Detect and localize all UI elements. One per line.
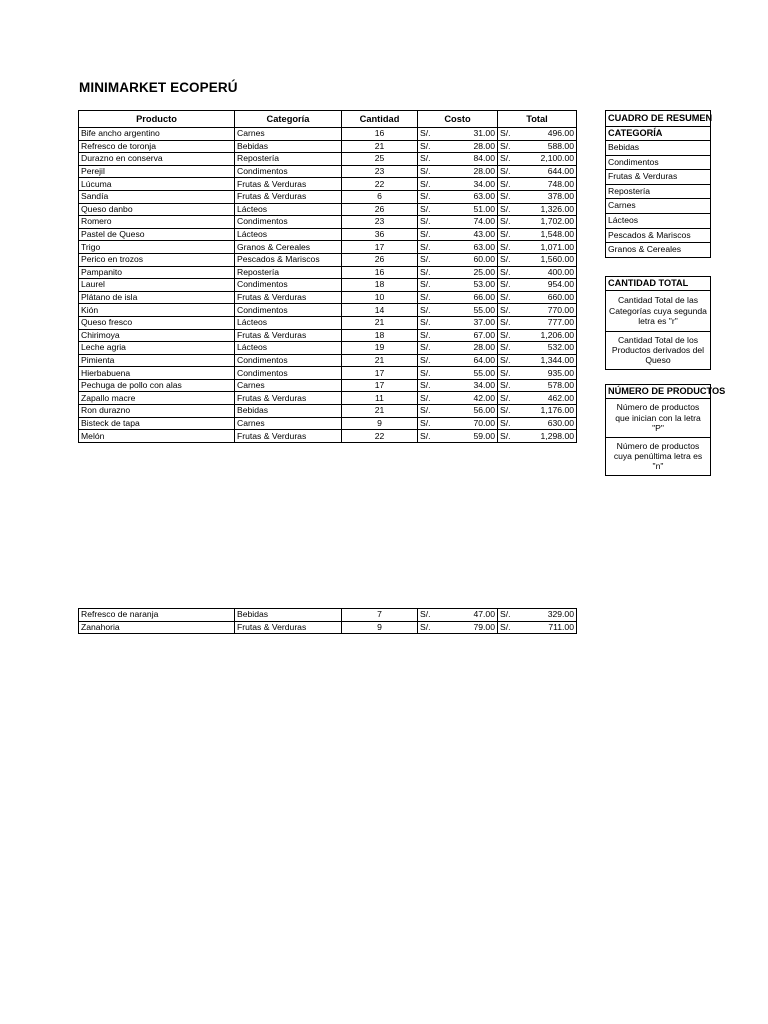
cell-costo-currency: S/. <box>418 621 437 634</box>
table-row <box>79 417 577 430</box>
table-row <box>79 140 577 153</box>
cell-costo: 34.00 <box>437 379 498 392</box>
cell-producto: Durazno en conserva <box>79 153 235 166</box>
cell-producto: Chirimoya <box>79 329 235 342</box>
cell-categoria: Carnes <box>235 128 342 141</box>
cell-total-currency: S/. <box>498 354 517 367</box>
cell-producto: Bisteck de tapa <box>79 417 235 430</box>
cell-categoria: Bebidas <box>235 140 342 153</box>
cell-total: 748.00 <box>517 178 577 191</box>
table-row <box>79 178 577 191</box>
cell-cantidad: 18 <box>342 329 418 342</box>
cell-costo-currency: S/. <box>418 153 437 166</box>
cell-cantidad: 14 <box>342 304 418 317</box>
cell-cantidad: 26 <box>342 253 418 266</box>
cell-total: 660.00 <box>517 291 577 304</box>
cell-costo-currency: S/. <box>418 128 437 141</box>
cell-categoria: Carnes <box>235 379 342 392</box>
table-row <box>79 253 577 266</box>
products-table <box>78 110 577 443</box>
cell-costo: 74.00 <box>437 216 498 229</box>
cell-cantidad: 7 <box>342 609 418 622</box>
cell-total: 1,071.00 <box>517 241 577 254</box>
cell-costo-currency: S/. <box>418 304 437 317</box>
cell-total: 1,560.00 <box>517 253 577 266</box>
cell-producto: Pastel de Queso <box>79 228 235 241</box>
cell-costo-currency: S/. <box>418 228 437 241</box>
category-item: Pescados & Mariscos <box>606 229 710 244</box>
cell-costo: 63.00 <box>437 190 498 203</box>
cell-total: 1,326.00 <box>517 203 577 216</box>
table-row <box>79 430 577 443</box>
cell-cantidad: 22 <box>342 430 418 443</box>
cell-total-currency: S/. <box>498 430 517 443</box>
cell-cantidad: 18 <box>342 279 418 292</box>
category-item: Granos & Cereales <box>608 244 682 255</box>
cell-total-currency: S/. <box>498 316 517 329</box>
cell-categoria: Repostería <box>235 153 342 166</box>
cell-categoria: Granos & Cereales <box>235 241 342 254</box>
cell-costo-currency: S/. <box>418 329 437 342</box>
cell-total: 777.00 <box>517 316 577 329</box>
cell-total-currency: S/. <box>498 291 517 304</box>
cell-costo: 53.00 <box>437 279 498 292</box>
cell-total-currency: S/. <box>498 190 517 203</box>
cell-producto: Zanahoria <box>79 621 235 634</box>
cell-total: 378.00 <box>517 190 577 203</box>
cantidad-item-queso: Cantidad Total de los Productos derivados del Queso <box>605 332 711 370</box>
table-row <box>79 392 577 405</box>
cell-cantidad: 17 <box>342 379 418 392</box>
cell-categoria: Condimentos <box>235 216 342 229</box>
cell-total: 532.00 <box>517 342 577 355</box>
cell-total-currency: S/. <box>498 342 517 355</box>
table-row <box>79 165 577 178</box>
cell-categoria: Condimentos <box>235 165 342 178</box>
cell-categoria: Repostería <box>235 266 342 279</box>
table-row <box>79 216 577 229</box>
cell-costo: 55.00 <box>437 367 498 380</box>
cell-categoria: Lácteos <box>235 316 342 329</box>
cell-producto: Queso fresco <box>79 316 235 329</box>
cell-total-currency: S/. <box>498 304 517 317</box>
table-row <box>79 279 577 292</box>
cell-categoria: Frutas & Verduras <box>235 430 342 443</box>
cell-total: 1,702.00 <box>517 216 577 229</box>
cell-costo-currency: S/. <box>418 342 437 355</box>
cantidad-total-title: CANTIDAD TOTAL <box>605 276 711 290</box>
numero-item-n: Número de productos cuya penúltima letra es "n" <box>605 438 711 476</box>
table-row <box>79 128 577 141</box>
cell-costo-currency: S/. <box>418 279 437 292</box>
page-title: MINIMARKET ECOPERÚ <box>79 80 238 95</box>
cell-total-currency: S/. <box>498 621 517 634</box>
cell-cantidad: 26 <box>342 203 418 216</box>
cell-cantidad: 17 <box>342 241 418 254</box>
numero-item-p: Número de productos que inician con la letra "P" <box>605 398 711 438</box>
cell-costo-currency: S/. <box>418 405 437 418</box>
cell-cantidad: 25 <box>342 153 418 166</box>
cell-costo: 42.00 <box>437 392 498 405</box>
category-item: Lácteos <box>606 214 710 229</box>
cell-producto: Sandía <box>79 190 235 203</box>
cell-costo-currency: S/. <box>418 165 437 178</box>
cell-costo: 56.00 <box>437 405 498 418</box>
cell-total: 770.00 <box>517 304 577 317</box>
cell-producto: Hierbabuena <box>79 367 235 380</box>
cell-categoria: Frutas & Verduras <box>235 178 342 191</box>
category-list <box>606 141 710 257</box>
cell-total: 1,344.00 <box>517 354 577 367</box>
cell-producto: Ron durazno <box>79 405 235 418</box>
table-row <box>79 405 577 418</box>
cell-total-currency: S/. <box>498 253 517 266</box>
col-header-producto: Producto <box>79 111 235 128</box>
cell-costo: 67.00 <box>437 329 498 342</box>
cell-total: 630.00 <box>517 417 577 430</box>
cell-cantidad: 21 <box>342 354 418 367</box>
cell-costo: 84.00 <box>437 153 498 166</box>
cell-total-currency: S/. <box>498 140 517 153</box>
cell-categoria: Condimentos <box>235 279 342 292</box>
cell-producto: Pampanito <box>79 266 235 279</box>
cell-total: 329.00 <box>517 609 577 622</box>
cell-categoria: Carnes <box>235 417 342 430</box>
cell-categoria: Bebidas <box>235 609 342 622</box>
table-row <box>79 304 577 317</box>
cell-categoria: Condimentos <box>235 354 342 367</box>
cell-cantidad: 10 <box>342 291 418 304</box>
table-header-row <box>79 111 577 128</box>
cell-costo-currency: S/. <box>418 392 437 405</box>
cell-categoria: Frutas & Verduras <box>235 291 342 304</box>
category-summary-box <box>605 110 711 258</box>
cell-costo-currency: S/. <box>418 178 437 191</box>
cell-categoria: Pescados & Mariscos <box>235 253 342 266</box>
cell-cantidad: 17 <box>342 367 418 380</box>
cell-costo: 60.00 <box>437 253 498 266</box>
cell-cantidad: 21 <box>342 405 418 418</box>
category-item: Bebidas <box>606 141 710 156</box>
cell-total-currency: S/. <box>498 367 517 380</box>
summary-panel <box>605 110 726 476</box>
cell-producto: Perico en trozos <box>79 253 235 266</box>
cell-total: 711.00 <box>517 621 577 634</box>
cell-total-currency: S/. <box>498 392 517 405</box>
cell-total: 1,548.00 <box>517 228 577 241</box>
col-header-categoria: Categoría <box>235 111 342 128</box>
cell-producto: Lúcuma <box>79 178 235 191</box>
cell-total-currency: S/. <box>498 216 517 229</box>
cell-costo: 43.00 <box>437 228 498 241</box>
cell-costo: 59.00 <box>437 430 498 443</box>
cell-total-currency: S/. <box>498 128 517 141</box>
cell-total-currency: S/. <box>498 417 517 430</box>
cantidad-item-r: Cantidad Total de las Categorías cuya segunda letra es "r" <box>605 290 711 332</box>
cell-cantidad: 19 <box>342 342 418 355</box>
cell-costo: 70.00 <box>437 417 498 430</box>
cell-costo: 34.00 <box>437 178 498 191</box>
col-header-total: Total <box>498 111 577 128</box>
category-item: Condimentos <box>606 156 710 171</box>
cell-costo-currency: S/. <box>418 379 437 392</box>
cell-costo: 79.00 <box>437 621 498 634</box>
cell-total: 1,206.00 <box>517 329 577 342</box>
cell-costo: 64.00 <box>437 354 498 367</box>
table-row <box>79 241 577 254</box>
col-header-costo: Costo <box>418 111 498 128</box>
cell-total-currency: S/. <box>498 153 517 166</box>
cell-costo: 28.00 <box>437 342 498 355</box>
cell-cantidad: 21 <box>342 316 418 329</box>
cell-costo-currency: S/. <box>418 417 437 430</box>
cell-categoria: Frutas & Verduras <box>235 190 342 203</box>
cell-cantidad: 23 <box>342 216 418 229</box>
cell-producto: Pechuga de pollo con alas <box>79 379 235 392</box>
cell-cantidad: 16 <box>342 128 418 141</box>
cell-producto: Trigo <box>79 241 235 254</box>
cell-categoria: Condimentos <box>235 304 342 317</box>
cell-total: 644.00 <box>517 165 577 178</box>
cell-producto: Plátano de isla <box>79 291 235 304</box>
cell-total-currency: S/. <box>498 165 517 178</box>
categoria-title: CATEGORÍA <box>606 127 710 141</box>
cell-producto: Bife ancho argentino <box>79 128 235 141</box>
cell-costo: 37.00 <box>437 316 498 329</box>
cell-total: 400.00 <box>517 266 577 279</box>
cell-total-currency: S/. <box>498 405 517 418</box>
cell-total: 588.00 <box>517 140 577 153</box>
cell-categoria: Lácteos <box>235 342 342 355</box>
cell-total-currency: S/. <box>498 178 517 191</box>
table-row <box>79 342 577 355</box>
cell-costo-currency: S/. <box>418 609 437 622</box>
cell-categoria: Condimentos <box>235 367 342 380</box>
cell-producto: Kión <box>79 304 235 317</box>
cell-cantidad: 9 <box>342 621 418 634</box>
cell-total: 2,100.00 <box>517 153 577 166</box>
cell-categoria: Frutas & Verduras <box>235 621 342 634</box>
cell-total-currency: S/. <box>498 241 517 254</box>
table-row <box>79 190 577 203</box>
cell-total: 1,298.00 <box>517 430 577 443</box>
cell-producto: Refresco de naranja <box>79 609 235 622</box>
table-row <box>79 228 577 241</box>
cell-costo: 28.00 <box>437 140 498 153</box>
cell-costo: 51.00 <box>437 203 498 216</box>
cell-total: 954.00 <box>517 279 577 292</box>
cell-categoria: Lácteos <box>235 203 342 216</box>
cell-total-currency: S/. <box>498 609 517 622</box>
cell-total-currency: S/. <box>498 203 517 216</box>
cell-costo-currency: S/. <box>418 216 437 229</box>
table-row <box>79 291 577 304</box>
cell-categoria: Frutas & Verduras <box>235 392 342 405</box>
cell-producto: Romero <box>79 216 235 229</box>
cell-categoria: Frutas & Verduras <box>235 329 342 342</box>
cell-producto: Zapallo macre <box>79 392 235 405</box>
cell-costo-currency: S/. <box>418 316 437 329</box>
category-item: Repostería <box>606 185 710 200</box>
cell-cantidad: 21 <box>342 140 418 153</box>
cell-costo-currency: S/. <box>418 253 437 266</box>
cell-cantidad: 16 <box>342 266 418 279</box>
cell-producto: Leche agria <box>79 342 235 355</box>
cell-categoria: Lácteos <box>235 228 342 241</box>
category-item: Carnes <box>606 199 710 214</box>
cell-total-currency: S/. <box>498 266 517 279</box>
cell-costo: 66.00 <box>437 291 498 304</box>
cell-costo-currency: S/. <box>418 241 437 254</box>
table-row <box>79 379 577 392</box>
table-row <box>79 354 577 367</box>
cell-total: 462.00 <box>517 392 577 405</box>
cell-cantidad: 6 <box>342 190 418 203</box>
cell-total-currency: S/. <box>498 329 517 342</box>
cell-total: 1,176.00 <box>517 405 577 418</box>
cell-cantidad: 11 <box>342 392 418 405</box>
cell-costo: 63.00 <box>437 241 498 254</box>
cell-costo: 25.00 <box>437 266 498 279</box>
table-row <box>79 316 577 329</box>
cell-costo-currency: S/. <box>418 266 437 279</box>
cell-total-currency: S/. <box>498 379 517 392</box>
cell-cantidad: 23 <box>342 165 418 178</box>
cell-producto: Perejil <box>79 165 235 178</box>
cell-costo-currency: S/. <box>418 190 437 203</box>
cell-total-currency: S/. <box>498 228 517 241</box>
table-row <box>79 621 577 634</box>
cell-total: 578.00 <box>517 379 577 392</box>
cell-costo-currency: S/. <box>418 367 437 380</box>
cell-categoria: Bebidas <box>235 405 342 418</box>
cell-producto: Pimienta <box>79 354 235 367</box>
cell-costo: 28.00 <box>437 165 498 178</box>
cell-cantidad: 22 <box>342 178 418 191</box>
cell-costo: 47.00 <box>437 609 498 622</box>
summary-header: CUADRO DE RESUMEN <box>606 111 710 127</box>
table-row <box>79 153 577 166</box>
numero-productos-title: NÚMERO DE PRODUCTOS <box>605 384 711 398</box>
cell-costo-currency: S/. <box>418 203 437 216</box>
cell-producto: Refresco de toronja <box>79 140 235 153</box>
cell-total: 935.00 <box>517 367 577 380</box>
category-item: Frutas & Verduras <box>606 170 710 185</box>
cell-costo-currency: S/. <box>418 140 437 153</box>
table-row <box>79 329 577 342</box>
cell-costo-currency: S/. <box>418 354 437 367</box>
cell-costo: 55.00 <box>437 304 498 317</box>
cell-costo: 31.00 <box>437 128 498 141</box>
cell-cantidad: 36 <box>342 228 418 241</box>
products-table-continued <box>78 608 577 634</box>
table-row <box>79 367 577 380</box>
cell-producto: Melón <box>79 430 235 443</box>
table-row <box>79 609 577 622</box>
cell-costo-currency: S/. <box>418 430 437 443</box>
cell-cantidad: 9 <box>342 417 418 430</box>
table-row <box>79 266 577 279</box>
cell-total-currency: S/. <box>498 279 517 292</box>
cell-total: 496.00 <box>517 128 577 141</box>
col-header-cantidad: Cantidad <box>342 111 418 128</box>
cell-producto: Laurel <box>79 279 235 292</box>
cell-costo-currency: S/. <box>418 291 437 304</box>
cell-producto: Queso danbo <box>79 203 235 216</box>
table-row <box>79 203 577 216</box>
